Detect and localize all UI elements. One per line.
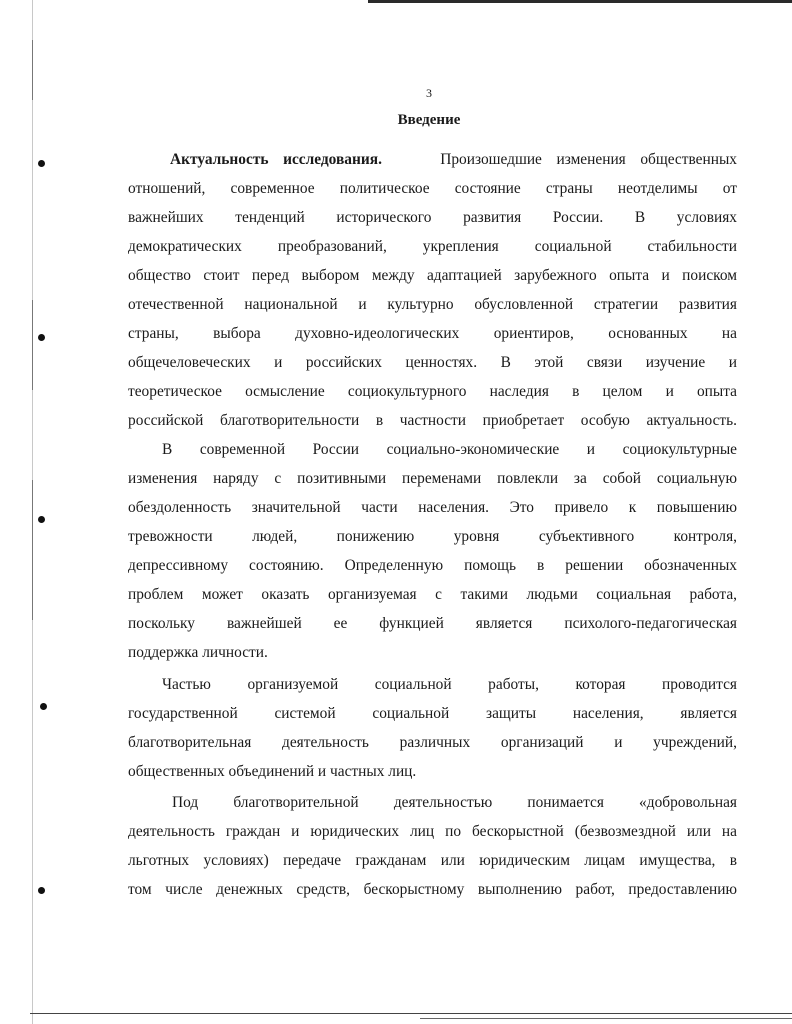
paragraph-charity-definition: [128, 788, 737, 904]
paragraph-line: отношений, современное политическое состояние страны неотделимы от: [128, 180, 737, 197]
paragraph-line: теоретическое осмысление социокультурного наследия в целом и опыта: [128, 383, 737, 400]
punch-hole-mark: [40, 703, 47, 710]
paragraph-line: изменения наряду с позитивными переменами повлекли за собой социальную: [128, 470, 737, 487]
page-number: 3: [426, 86, 432, 100]
binding-margin-segment: [32, 300, 33, 390]
paragraph-line: государственной системой социальной защиты населения, является: [128, 705, 737, 722]
punch-hole-mark: [38, 516, 45, 523]
paragraph-line: общество стоит перед выбором между адаптацией зарубежного опыта и поиском: [128, 267, 737, 284]
paragraph-social-work: [128, 670, 737, 786]
paragraph-modern-russia: [128, 435, 737, 667]
binding-margin-segment: [32, 480, 33, 620]
paragraph-line: важнейших тенденций исторического развития России. В условиях: [128, 209, 737, 226]
paragraph-line: том числе денежных средств, бескорыстному выполнению работ, предоставлению: [128, 881, 737, 898]
paragraph-line: деятельность граждан и юридических лиц по бескорыстной (безвозмездной или на: [128, 823, 737, 840]
paragraph-line: В современной России социально-экономические и социокультурные: [162, 441, 737, 458]
paragraph-line: Частью организуемой социальной работы, которая проводится: [162, 676, 737, 693]
scan-bottom-edge-line: [420, 1018, 792, 1019]
paragraph-line: поскольку важнейшей ее функцией является психолого-педагогическая: [128, 615, 737, 632]
punch-hole-mark: [38, 334, 45, 341]
paragraph-line: общечеловеческих и российских ценностях. В этой связи изучение и: [128, 354, 737, 371]
paragraph-line: депрессивному состоянию. Определенную помощь в решении обозначенных: [128, 557, 737, 574]
paragraph-relevance: [128, 145, 737, 435]
page-title: Введение: [397, 112, 461, 128]
paragraph-line: тревожности людей, понижению уровня субъективного контроля,: [128, 528, 737, 545]
scan-bottom-edge-line: [30, 1013, 792, 1014]
paragraph-line: отечественной национальной и культурно обусловленной стратегии развития: [128, 296, 737, 313]
paragraph-line: проблем может оказать организуемая с такими людьми социальная работа,: [128, 586, 737, 603]
relevance-lead: Актуальность исследования.: [170, 151, 382, 168]
paragraph-line: Под благотворительной деятельностью понимается «добровольная: [172, 794, 737, 811]
paragraph-line: демократических преобразований, укрепления социальной стабильности: [128, 238, 737, 255]
paragraph-line: благотворительная деятельность различных организаций и учреждений,: [128, 734, 737, 751]
paragraph-line: Актуальность исследования. Произошедшие изменения общественных: [170, 151, 737, 168]
scan-top-edge-line: [368, 0, 792, 3]
paragraph-line: льготных условиях) передаче гражданам или юридическим лицам имущества, в: [128, 852, 737, 869]
punch-hole-mark: [38, 160, 45, 167]
paragraph-line: обездоленность значительной части населения. Это привело к повышению: [128, 499, 737, 516]
paragraph-line: общественных объединений и частных лиц.: [128, 763, 417, 780]
paragraph-line: страны, выбора духовно-идеологических ориентиров, основанных на: [128, 325, 737, 342]
paragraph-line: российской благотворительности в частности приобретает особую актуальность.: [128, 412, 737, 429]
paragraph-line: поддержка личности.: [128, 644, 268, 661]
punch-hole-mark: [38, 887, 45, 894]
